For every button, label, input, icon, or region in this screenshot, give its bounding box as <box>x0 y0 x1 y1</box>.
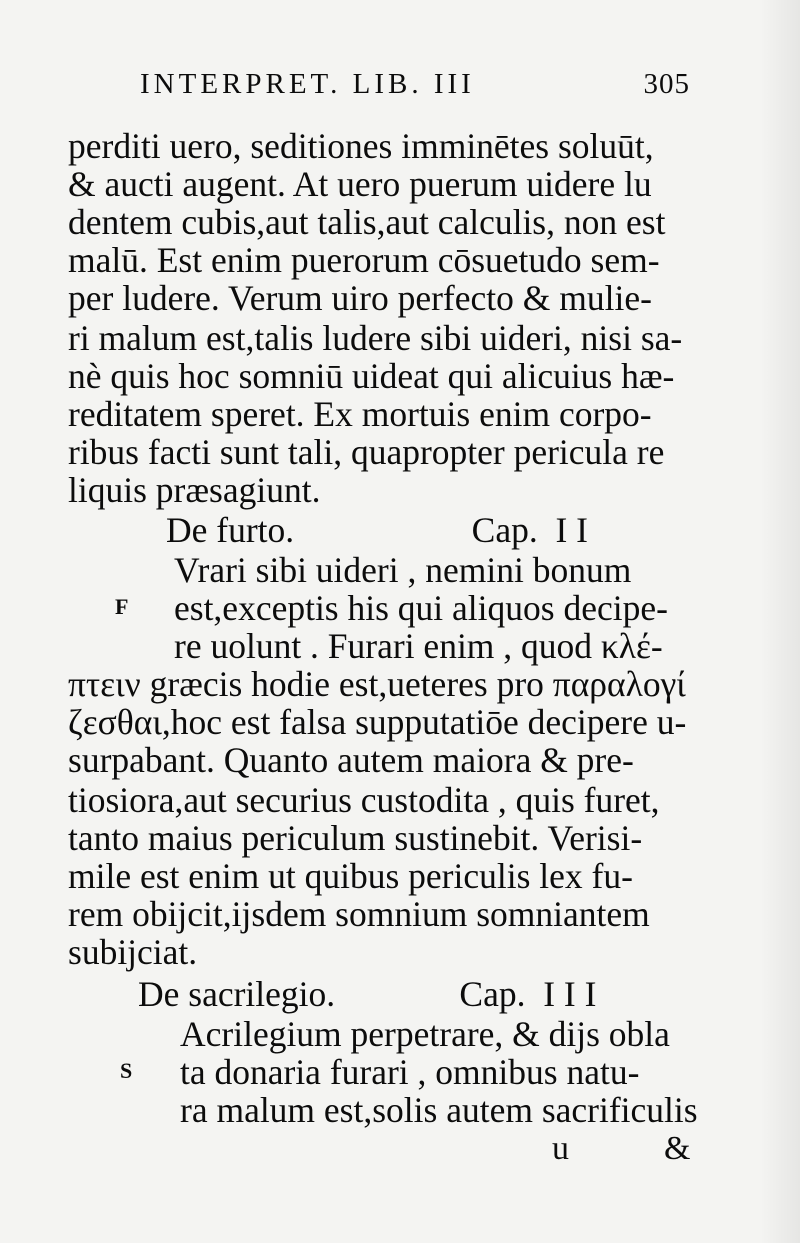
text-line: Acrilegium perpetrare, & dijs obla <box>180 1014 670 1054</box>
text-line: subijciat. <box>68 932 198 972</box>
text-line: per ludere. Verum uiro perfecto & mulie- <box>68 278 652 318</box>
text-line: liquis præsagiunt. <box>68 470 321 510</box>
signature-mark: u <box>552 1130 569 1167</box>
text-line: ζεσθαι,hoc est falsa supputatiōe decipere u- <box>68 702 687 742</box>
text-line: est,exceptis his qui aliquos decipe- <box>174 588 668 628</box>
text-line: dentem cubis,aut talis,aut calculis, non est <box>68 202 666 242</box>
text-line: ta donaria furari , omnibus natu- <box>180 1052 640 1092</box>
text-line: & aucti augent. At uero puerum uidere lu <box>68 164 652 204</box>
text-line: reditatem speret. Ex mortuis enim corpo- <box>68 394 652 434</box>
text-line: perditi uero, seditiones imminētes soluūt, <box>68 126 654 166</box>
page-number: 305 <box>643 68 690 100</box>
text-line: tanto maius periculum sustinebit. Verisi- <box>68 818 643 858</box>
text-line: rem obijcit,ijsdem somnium somniantem <box>68 894 650 934</box>
running-header <box>140 68 700 108</box>
text-line: ra malum est,solis autem sacrificulis <box>180 1090 698 1130</box>
text-line: nè quis hoc somniū uideat qui alicuius hæ- <box>68 356 675 396</box>
marginal-letter: F <box>115 594 129 619</box>
text-line: πτειν græcis hodie est,ueteres pro παραλογί <box>68 664 686 704</box>
text-line: ri malum est,talis ludere sibi uideri, nisi sa- <box>68 318 683 358</box>
text-line: mile est enim ut quibus periculis lex fu- <box>68 856 633 896</box>
text-line: surpabant. Quanto autem maiora & pre- <box>68 740 634 780</box>
catchword: & <box>664 1130 691 1167</box>
marginal-letter: S <box>120 1058 133 1083</box>
text-line: re uolunt . Furari enim , quod κλέ- <box>174 626 663 666</box>
gutter-shadow <box>760 0 800 1243</box>
chapter-heading: De furto. Cap. I I <box>166 510 588 550</box>
text-line: tiosiora,aut securius custodita , quis furet, <box>68 780 660 820</box>
text-line: Vrari sibi uideri , nemini bonum <box>174 550 632 590</box>
text-line: malū. Est enim puerorum cōsuetudo sem- <box>68 240 660 280</box>
running-title: INTERPRET. LIB. III <box>140 68 475 100</box>
chapter-heading: De sacrilegio. Cap. I I I <box>138 974 597 1014</box>
text-line: ribus facti sunt tali, quapropter pericula re <box>68 432 665 472</box>
